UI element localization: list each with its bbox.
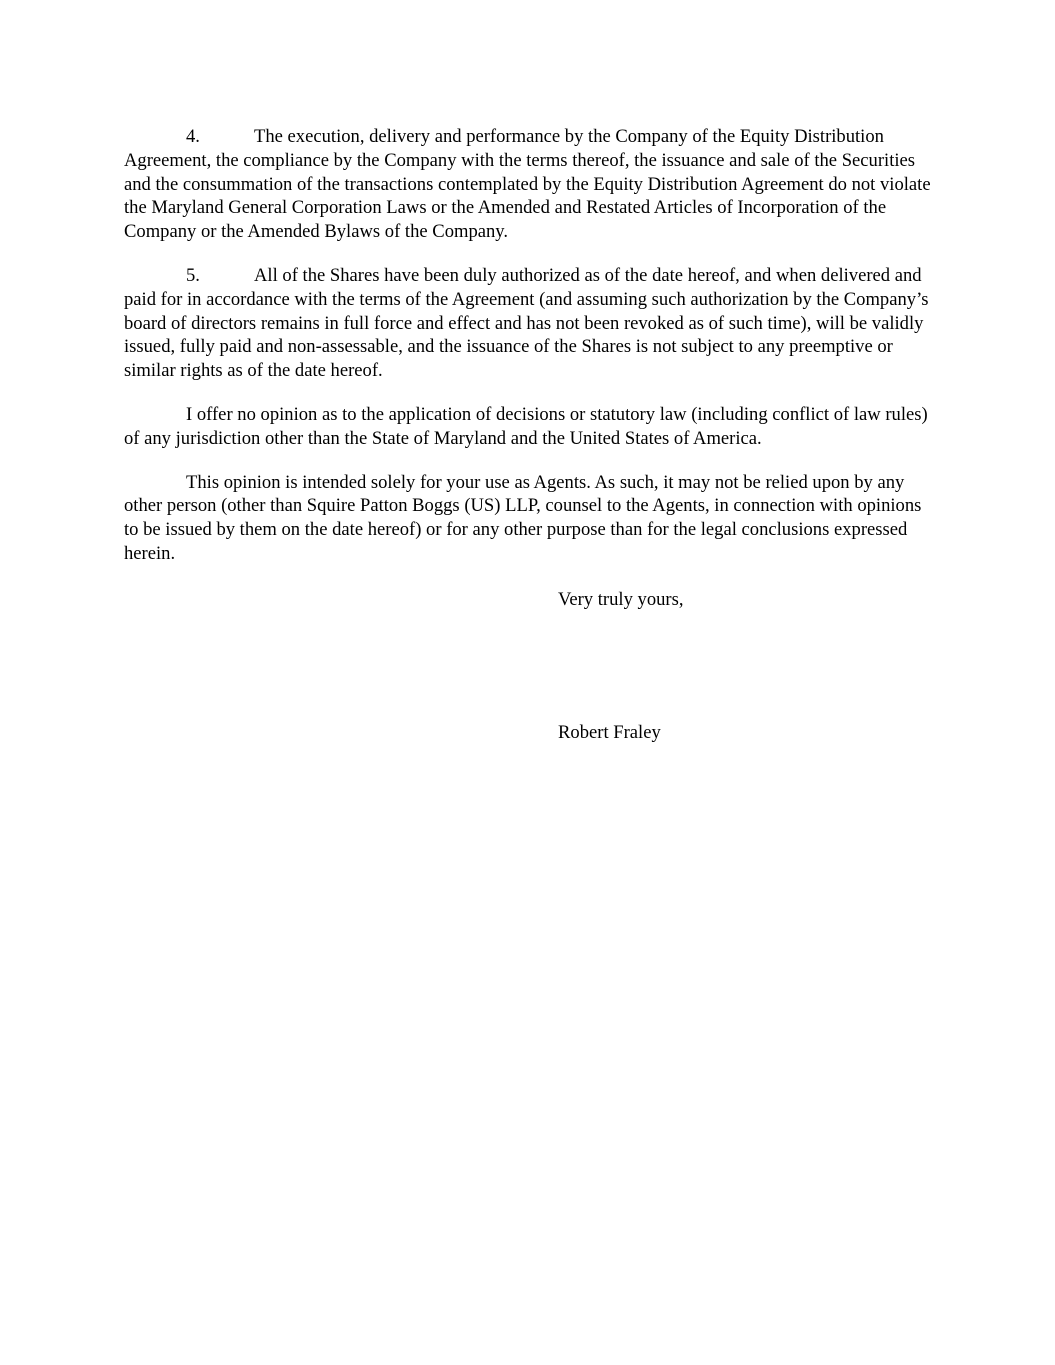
paragraph-reliance <box>124 471 934 566</box>
paragraph-text: I offer no opinion as to the application of decisions or statutory law (including conflict of law rules) of any jurisdiction other than the State of Maryland and the United States of America. <box>124 403 928 449</box>
paragraph-text: This opinion is intended solely for your use as Agents. As such, it may not be relied upon by any other person (other than Squire Patton Boggs (US) LLP, counsel to the Agents, in connection with opinions to be issued by them on the date hereof) or for any other purpose than for the legal conclusions expressed herein. <box>124 471 922 564</box>
signer-name: Robert Fraley <box>558 722 661 743</box>
paragraph-text: All of the Shares have been duly authorized as of the date hereof, and when delivered and paid for in accordance with the terms of the Agreement (and assuming such authorization by the Company’s board of directors remains in full force and effect and has not been revoked as of such time), will be validly issued, fully paid and non-assessable, and the issuance of the Shares is not subject to any preemptive or similar rights as of the date hereof. <box>124 264 929 382</box>
paragraph-no-opinion <box>124 403 934 451</box>
paragraph-4 <box>124 125 934 244</box>
letter-closing: Very truly yours, <box>558 589 684 610</box>
paragraph-number: 5. <box>186 264 200 286</box>
letter-body <box>124 125 934 586</box>
paragraph-5 <box>124 264 934 383</box>
paragraph-number: 4. <box>186 126 200 147</box>
paragraph-text: The execution, delivery and performance by the Company of the Equity Distribution Agreement, the compliance by the Company with the terms thereof, the issuance and sale of the Securities and the consummation of the transactions contemplated by the Equity Distribution Agreement do not violate the Maryland General Corporation Laws or the Amended and Restated Articles of Incorporation of the Company or the Amended Bylaws of the Company. <box>124 126 931 243</box>
